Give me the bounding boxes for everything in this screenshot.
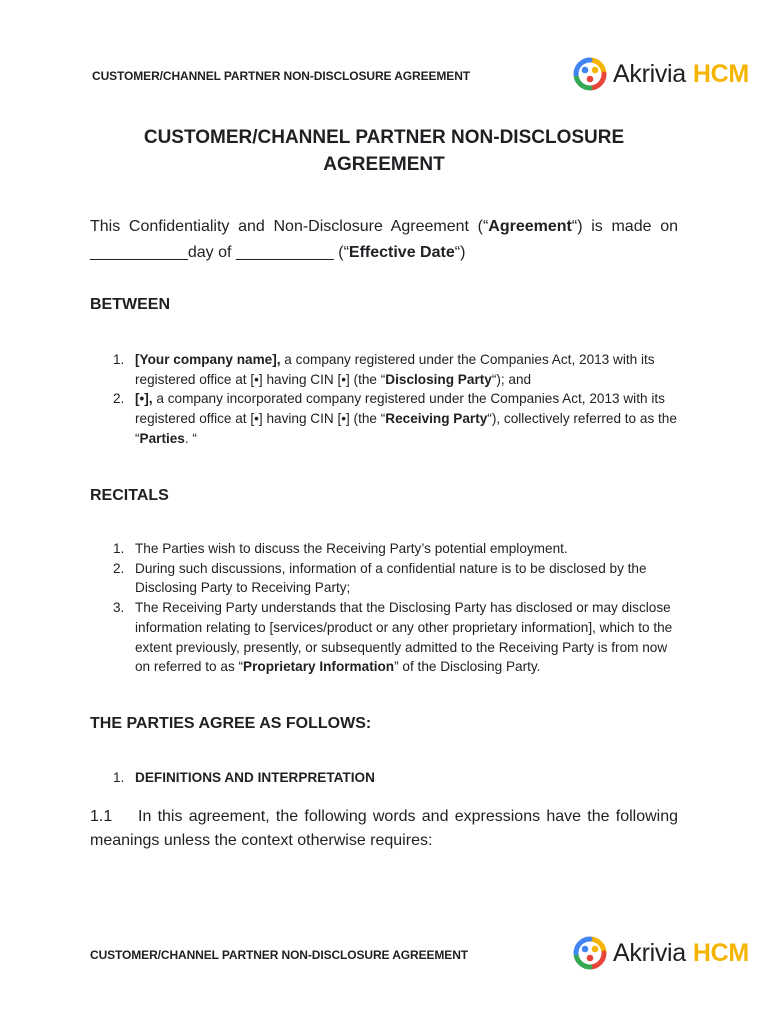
list-number: 2. xyxy=(113,391,125,407)
party-text: “); and xyxy=(491,371,532,387)
logo-suffix: HCM xyxy=(692,59,749,88)
party-text: a company incorporated company registered under the Companies Act, 2013 with its registered office at [•] having CIN [•] (the “ xyxy=(135,391,665,427)
logo-suffix: HCM xyxy=(692,938,749,967)
logo-name: Akrivia xyxy=(613,938,686,967)
clause-text: In this agreement, the following words and expressions have the following meanings unless the context otherwise requires: xyxy=(90,808,678,849)
proprietary-information-term: Proprietary Information xyxy=(243,659,395,675)
effective-date-term: Effective Date xyxy=(348,244,455,261)
list-item xyxy=(90,598,678,677)
agreement-term: Agreement xyxy=(488,218,572,235)
recital-text: The Receiving Party understands that the Disclosing Party has disclosed or may disclose information relating to [services/product or any other proprietary information], which to the extent previously, presently, or subsequently admitted to the Receiving Party is from now on referred to as “ xyxy=(135,600,673,675)
recital-text: During such discussions, information of a confidential nature is to be disclosed by the Disclosing Party to Receiving Party; xyxy=(135,560,647,596)
party-text: a company registered under the Companies Act, 2013 with its registered office at [•] having CIN [•] (the “ xyxy=(135,352,655,387)
party-term: Disclosing Party xyxy=(385,371,492,387)
between-heading: BETWEEN xyxy=(90,296,170,313)
section-number: 1. xyxy=(113,770,125,785)
akrivia-logo-icon xyxy=(573,57,607,91)
recital-text: The Parties wish to discuss the Receiving Party’s potential employment. xyxy=(135,541,568,556)
list-item xyxy=(90,389,678,448)
list-number: 2. xyxy=(113,560,125,576)
party-name: [Your company name], xyxy=(135,352,281,367)
recitals-heading: RECITALS xyxy=(90,487,169,504)
header-title: CUSTOMER/CHANNEL PARTNER NON-DISCLOSURE AGREEMENT xyxy=(92,69,471,83)
section-title: DEFINITIONS AND INTERPRETATION xyxy=(135,770,375,785)
clause-1-1 xyxy=(90,805,678,853)
footer-title: CUSTOMER/CHANNEL PARTNER NON-DISCLOSURE AGREEMENT xyxy=(90,948,469,962)
list-item xyxy=(90,559,678,598)
recital-text: ” of the Disclosing Party. xyxy=(394,659,541,675)
intro-text-1: This Confidentiality and Non-Disclosure Agreement (“ xyxy=(90,218,489,235)
akrivia-hcm-logo xyxy=(573,57,749,91)
clause-number: 1.1 xyxy=(90,808,113,825)
document-title: CUSTOMER/CHANNEL PARTNER NON-DISCLOSURE AGREEMENT xyxy=(143,127,625,175)
party-name: [•], xyxy=(135,391,153,407)
akrivia-logo-icon xyxy=(573,936,607,970)
agree-heading: THE PARTIES AGREE AS FOLLOWS: xyxy=(90,715,372,732)
list-number: 1. xyxy=(113,541,125,556)
list-item xyxy=(90,350,678,389)
party-term: Receiving Party xyxy=(385,411,488,427)
intro-paragraph xyxy=(90,214,678,266)
parties-list xyxy=(90,350,678,449)
intro-text-2: “) is made on ___________day of ___________ (“ xyxy=(90,218,678,261)
logo-name: Akrivia xyxy=(613,59,686,88)
list-number: 3. xyxy=(113,600,125,616)
intro-text-3: “) xyxy=(454,244,466,261)
party-text: . “ xyxy=(184,430,197,446)
parties-term: Parties xyxy=(139,430,185,446)
akrivia-hcm-logo-footer xyxy=(573,936,749,970)
list-item xyxy=(90,539,678,559)
party-text: “), collectively referred to as the “ xyxy=(135,411,677,446)
list-number: 1. xyxy=(113,352,125,367)
recitals-list xyxy=(90,539,678,677)
